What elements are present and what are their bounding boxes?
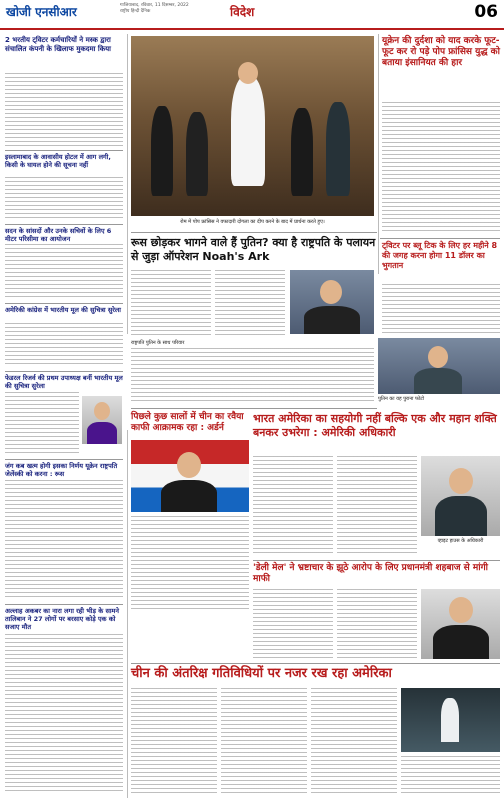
article-body	[5, 244, 123, 300]
article-headline: रूस छोड़कर भागने वाले हैं पुतिन? क्या है राष्ट्रपति के पलायन से जुड़ा ऑपरेशन Noah's Ark	[131, 236, 376, 263]
shehbaz-photo	[421, 589, 500, 659]
article-headline: ट्विटर पर ब्लू टिक के लिए हर महीने 8 की जगह करना होगा 11 डॉलर का भुगतान	[382, 241, 498, 270]
article-body	[253, 456, 333, 556]
article-body	[131, 516, 249, 612]
article-body	[221, 688, 307, 796]
column-divider	[127, 34, 128, 334]
article-body	[382, 284, 500, 334]
article-body	[337, 589, 417, 659]
column-divider	[127, 430, 128, 798]
article-headline: अमेरिकी कांग्रेस में भारतीय मूल की सुचित्रा सुरेला	[5, 306, 121, 314]
article-headline: 'डेली मेल' ने भ्रष्टाचार के झूठे आरोप के लिए प्रधानमंत्री शहबाज से मांगी माफी	[253, 563, 488, 584]
putin-old-photo	[378, 338, 500, 394]
newspaper-title: खोजी एनसीआर	[6, 5, 77, 19]
flag-photo	[131, 440, 249, 512]
article-headline: सदन के सांसदों और उनके सचिवों के लिए 6 मीटर परिसीमा का आयोजन	[5, 227, 112, 243]
article-body	[215, 270, 285, 338]
masthead-tagline: राष्ट्रीय हिन्दी दैनिक	[120, 9, 151, 14]
article-body	[401, 756, 500, 796]
article-body	[131, 348, 374, 404]
article-headline: अल्लाह अकबर का नारा लगा रही भीड़ के सामने तालिबान ने 27 लोगों पर बरसाए कोड़े एक को सजाए मौत	[5, 607, 120, 631]
article-headline: फेडरल रिजर्व की प्रथम उपाध्यक्ष बनीं भारतीय मूल की सुचित्रा सुरेला	[5, 374, 123, 390]
column-divider	[378, 34, 379, 274]
section-title: विदेश	[230, 5, 255, 19]
article-body	[5, 480, 123, 600]
article-body	[5, 392, 79, 456]
article-headline: पिछले कुछ सालों में चीन का रवैया काफी आक्रामक रहा : अर्डर्न	[131, 412, 244, 433]
article-body	[5, 323, 123, 367]
photo-caption: राष्ट्रपति पुतिन के साथ परिवार	[131, 340, 185, 346]
article-body	[253, 589, 333, 659]
article-body	[131, 270, 211, 338]
article-body	[5, 73, 123, 147]
article-headline: 2 भरतीय ट्विटर कर्मचारियों ने मस्क द्वारा संचालित कंपनी के खिलाफ मुकदमा किया	[5, 36, 111, 53]
page-number: 06	[474, 2, 498, 22]
masthead-info	[120, 3, 210, 15]
article-body	[311, 688, 397, 796]
masthead-date: गाजियाबाद, रविवार, 11 दिसम्बर, 2022	[120, 3, 189, 8]
article-body	[5, 634, 123, 794]
article-headline: यूक्रेन की दुर्दशा को याद करके फूट-फूट कर रो पड़े पोप फ्रांसिस युद्ध को बताया इंसानियत की हार	[382, 36, 500, 68]
article-headline: भारत अमेरिका का सहयोगी नहीं बल्कि एक और महान शक्ति बनकर उभरेगा : अमेरिकी अधिकारी	[253, 412, 497, 439]
pope-photo	[131, 36, 374, 216]
masthead	[0, 0, 504, 30]
article-body	[337, 456, 417, 556]
putin-photo	[290, 270, 374, 334]
article-headline: इस्लामाबाद के आवासीय होटल में आग लगी, किसी के घायल होने की सूचना नहीं	[5, 153, 111, 169]
article-body	[131, 688, 217, 796]
article-body	[382, 102, 500, 234]
photo-caption: व्हाइट हाउस के अधिकारी	[437, 538, 484, 544]
portrait-photo	[82, 396, 122, 444]
article-headline: चीन की अंतरिक्ष गतिविधियों पर नजर रख रहा अमेरिका	[131, 666, 392, 681]
photo-caption: रोम में पोप फ्रांसिस ने वफादारी दोगला का दीप करने के बाद में प्रार्थना करते हुए।	[180, 219, 325, 225]
space-photo	[401, 688, 500, 752]
article-headline: जंग कब खत्म होगी इसका निर्णय यूक्रेन राष्ट्रपति जेलेंस्की को करना : रूस	[5, 462, 118, 478]
article-body	[5, 177, 123, 221]
photo-caption: पुतिन का यह पुराना फोटो	[378, 396, 425, 402]
official-photo	[421, 456, 500, 536]
